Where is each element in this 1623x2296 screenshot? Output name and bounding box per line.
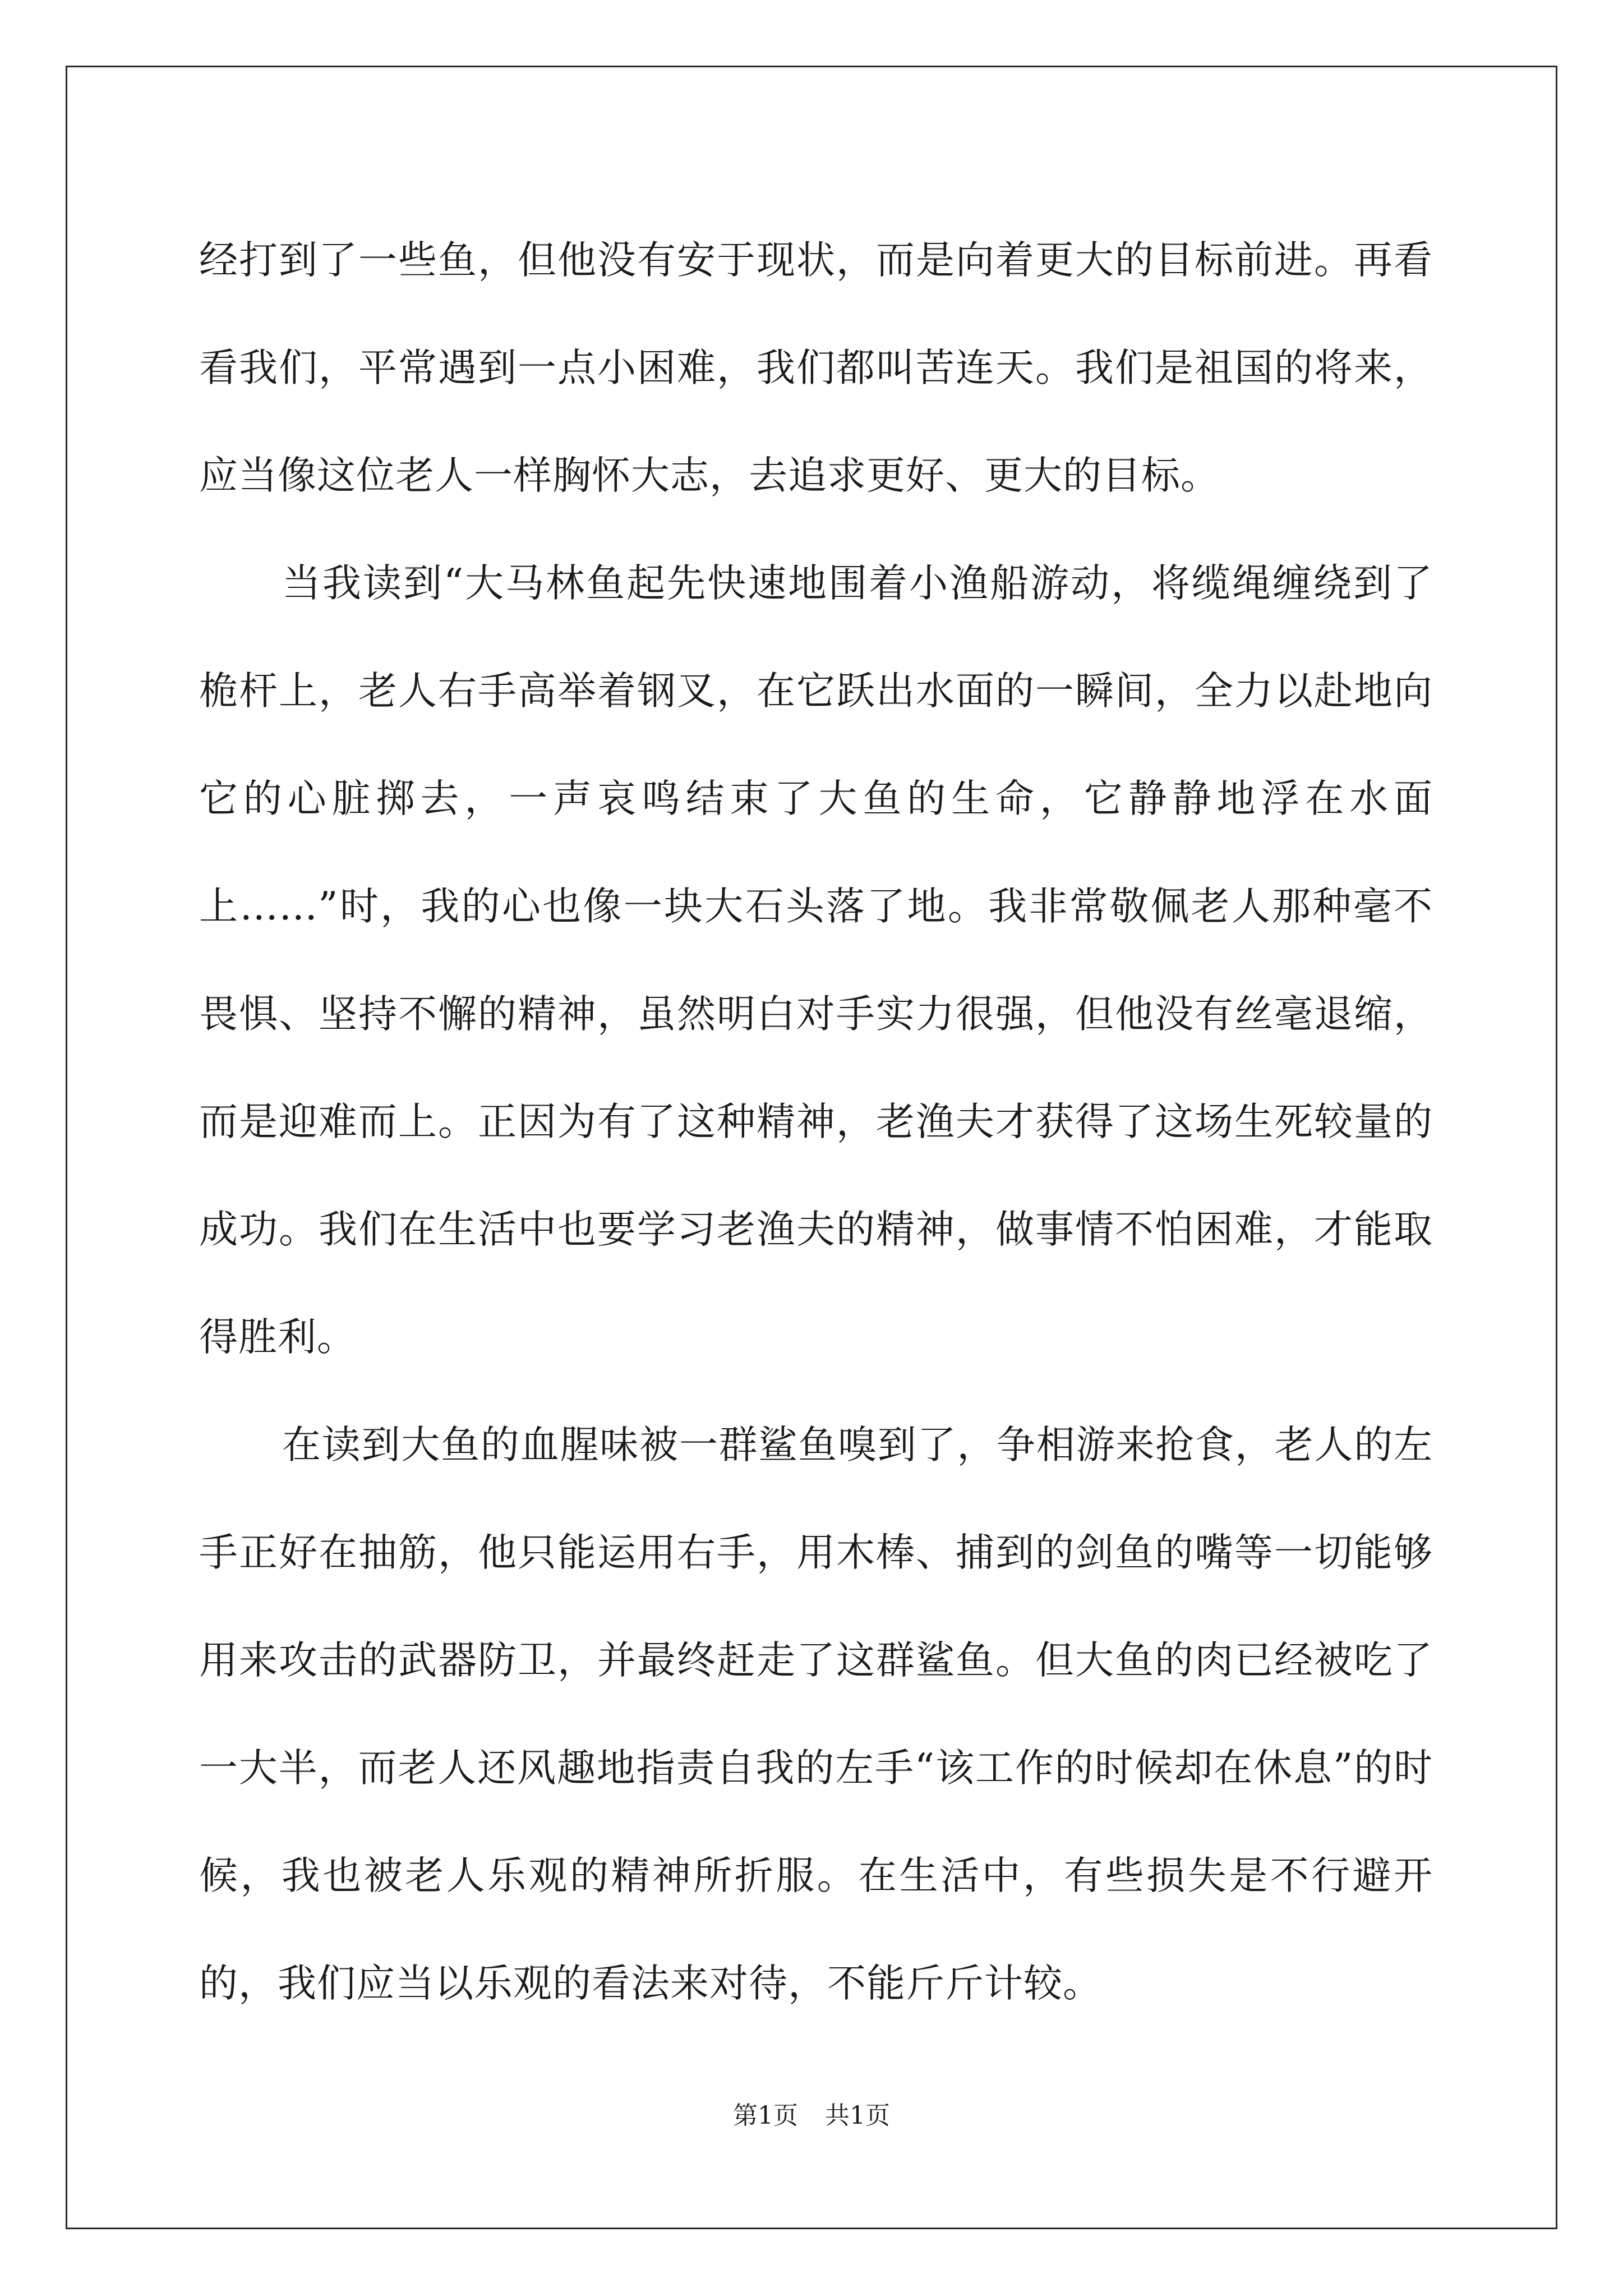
paragraph-1: 经打到了一些鱼，但他没有安于现状，而是向着更大的目标前进。再看看我们，平常遇到一点小困难，我们都叫苦连天。我们是祖国的将来，应当像这位老人一样胸怀大志，去追求更好、更大的目标。 [199,238,1433,498]
page-number: 第1页 [733,2101,798,2130]
document-body [199,206,1433,2037]
paragraph-3: 在读到大鱼的血腥味被一群鲨鱼嗅到了，争相游来抢食，老人的左手正好在抽筋，他只能运用右手，用木棒、捕到的剑鱼的嘴等一切能够用来攻击的武器防卫，并最终赶走了这群鲨鱼。但大鱼的肉已经被吃了一大半，而老人还风趣地指责自我的左手“该工作的时候却在休息”的时候，我也被老人乐观的精神所折服。在生活中，有些损失是不行避开的，我们应当以乐观的看法来对待，不能斤斤计较。 [199,1423,1433,2006]
paragraph-2: 当我读到“大马林鱼起先快速地围着小渔船游动，将缆绳缠绕到了桅杆上，老人右手高举着钢叉，在它跃出水面的一瞬间，全力以赴地向它的心脏掷去，一声哀鸣结束了大鱼的生命，它静静地浮在水面上……”时，我的心也像一块大石头落了地。我非常敬佩老人那种毫不畏惧、坚持不懈的精神，虽然明白对手实力很强，但他没有丝毫退缩，而是迎难而上。正因为有了这种精神，老渔夫才获得了这场生死较量的成功。我们在生活中也要学习老渔夫的精神，做事情不怕困难，才能取得胜利。 [199,561,1433,1360]
page-total: 共1页 [825,2101,890,2130]
page-footer [0,2099,1623,2133]
